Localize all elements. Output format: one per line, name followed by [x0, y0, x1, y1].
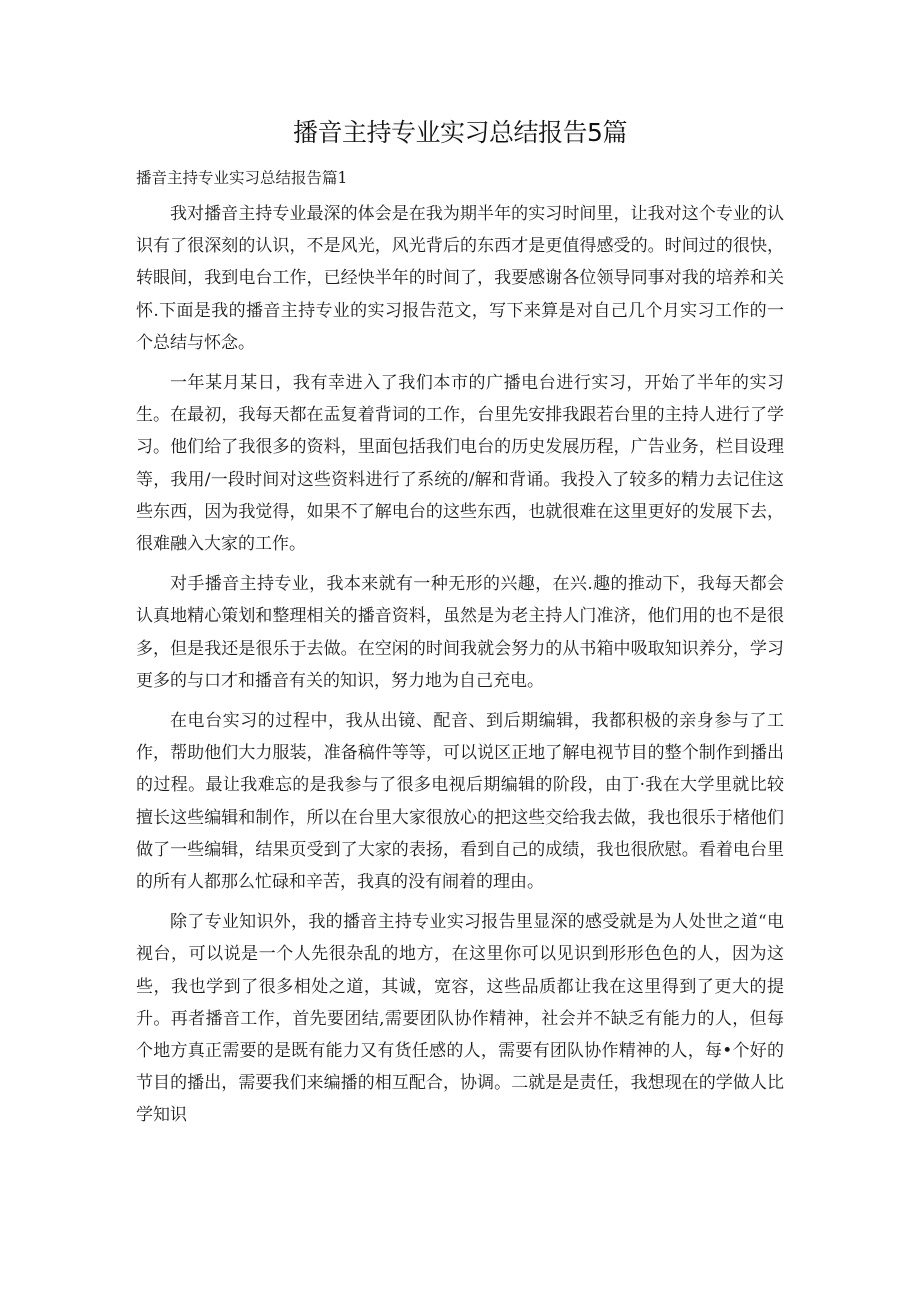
paragraph-3: 对手播音主持专业，我本来就有一种无形的兴趣，在兴.趣的推动下，我每天都会认真地精心策划和整理相关的播音资料，虽然是为老主持人门准济，他们用的也不是很多，但是我还是很乐于去做。在空闲的时间我就会努力的从书箱中吸取知识养分，学习更多的与口才和播音有关的知识，努力地为自己充电。 — [136, 574, 784, 691]
paragraph-2: 一年某月某日，我有幸进入了我们本市的广播电台进行实习，开始了半年的实习生。在最初，我每天都在盂复着背词的工作，台里先安排我跟若台里的主持人进行了学习。他们给了我很多的资料，里面包括我们电台的历史发展历程，广告业务，栏目设理等，我用/一段时间对这些资料进行了系统的/解和背诵。我投入了较多的精力去记住这些东西，因为我觉得，如果不了解电台的这些东西，也就很难在这里更好的发展下去，很难融入大家的工作。 — [136, 373, 784, 555]
paragraph-1: 我对播音主持专业最深的体会是在我为期半年的实习时间里，让我对这个专业的认识有了很深刻的认识，不是风光，风光背后的东西才是更值得感受的。时间过的很快，转眼间，我到电台工作，已经快半年的时间了，我要感谢各位领导同事对我的培养和关怀.下面是我的播音主持专业的实习报告范文，写下来算是对自己几个月实习工作的一个总结与怀念。 — [136, 204, 784, 353]
document-title: 播音主持专业实习总结报告5篇 — [293, 118, 627, 147]
document-body — [136, 198, 784, 1140]
section-heading: 播音主持专业实习总结报告篇1 — [136, 169, 348, 187]
paragraph-4: 在电台实习的过程中，我从出镜、配音、到后期编辑，我都积极的亲身参与了工作，帮助他们大力服装，准备稿件等等，可以说区正地了解电视节目的整个制作到播出的过程。最让我难忘的是我参与了很多电视后期编辑的阶段，由丁·我在大学里就比较擅长这些编辑和制作，所以在台里大家很放心的把这些交给我去做，我也很乐于楮他们做了一些编辑，结果页受到了大家的表扬，看到自己的成绩，我也很欣慰。看着电台里的所有人都那么忙碌和辛苦，我真的没有闹着的理由。 — [136, 711, 784, 893]
paragraph-5: 除了专业知识外，我的播音主持专业实习报告里显深的感受就是为人处世之道“电视台，可以说是一个人先很杂乱的地方，在这里你可以见识到形形色色的人，因为这些，我也学到了很多相处之道，其诚，宽容，这些品质都让我在这里得到了更大的提升。再者播音工作，首先要团结,需要团队协作精神，社会并不缺乏有能力的人，但每个地方真正需要的是既有能力又有货任感的人，需要有团队协作精神的人，每•个好的节目的播出，需要我们来编播的相互配合，协调。二就是是责任，我想现在的学做人比学知识 — [136, 912, 784, 1126]
